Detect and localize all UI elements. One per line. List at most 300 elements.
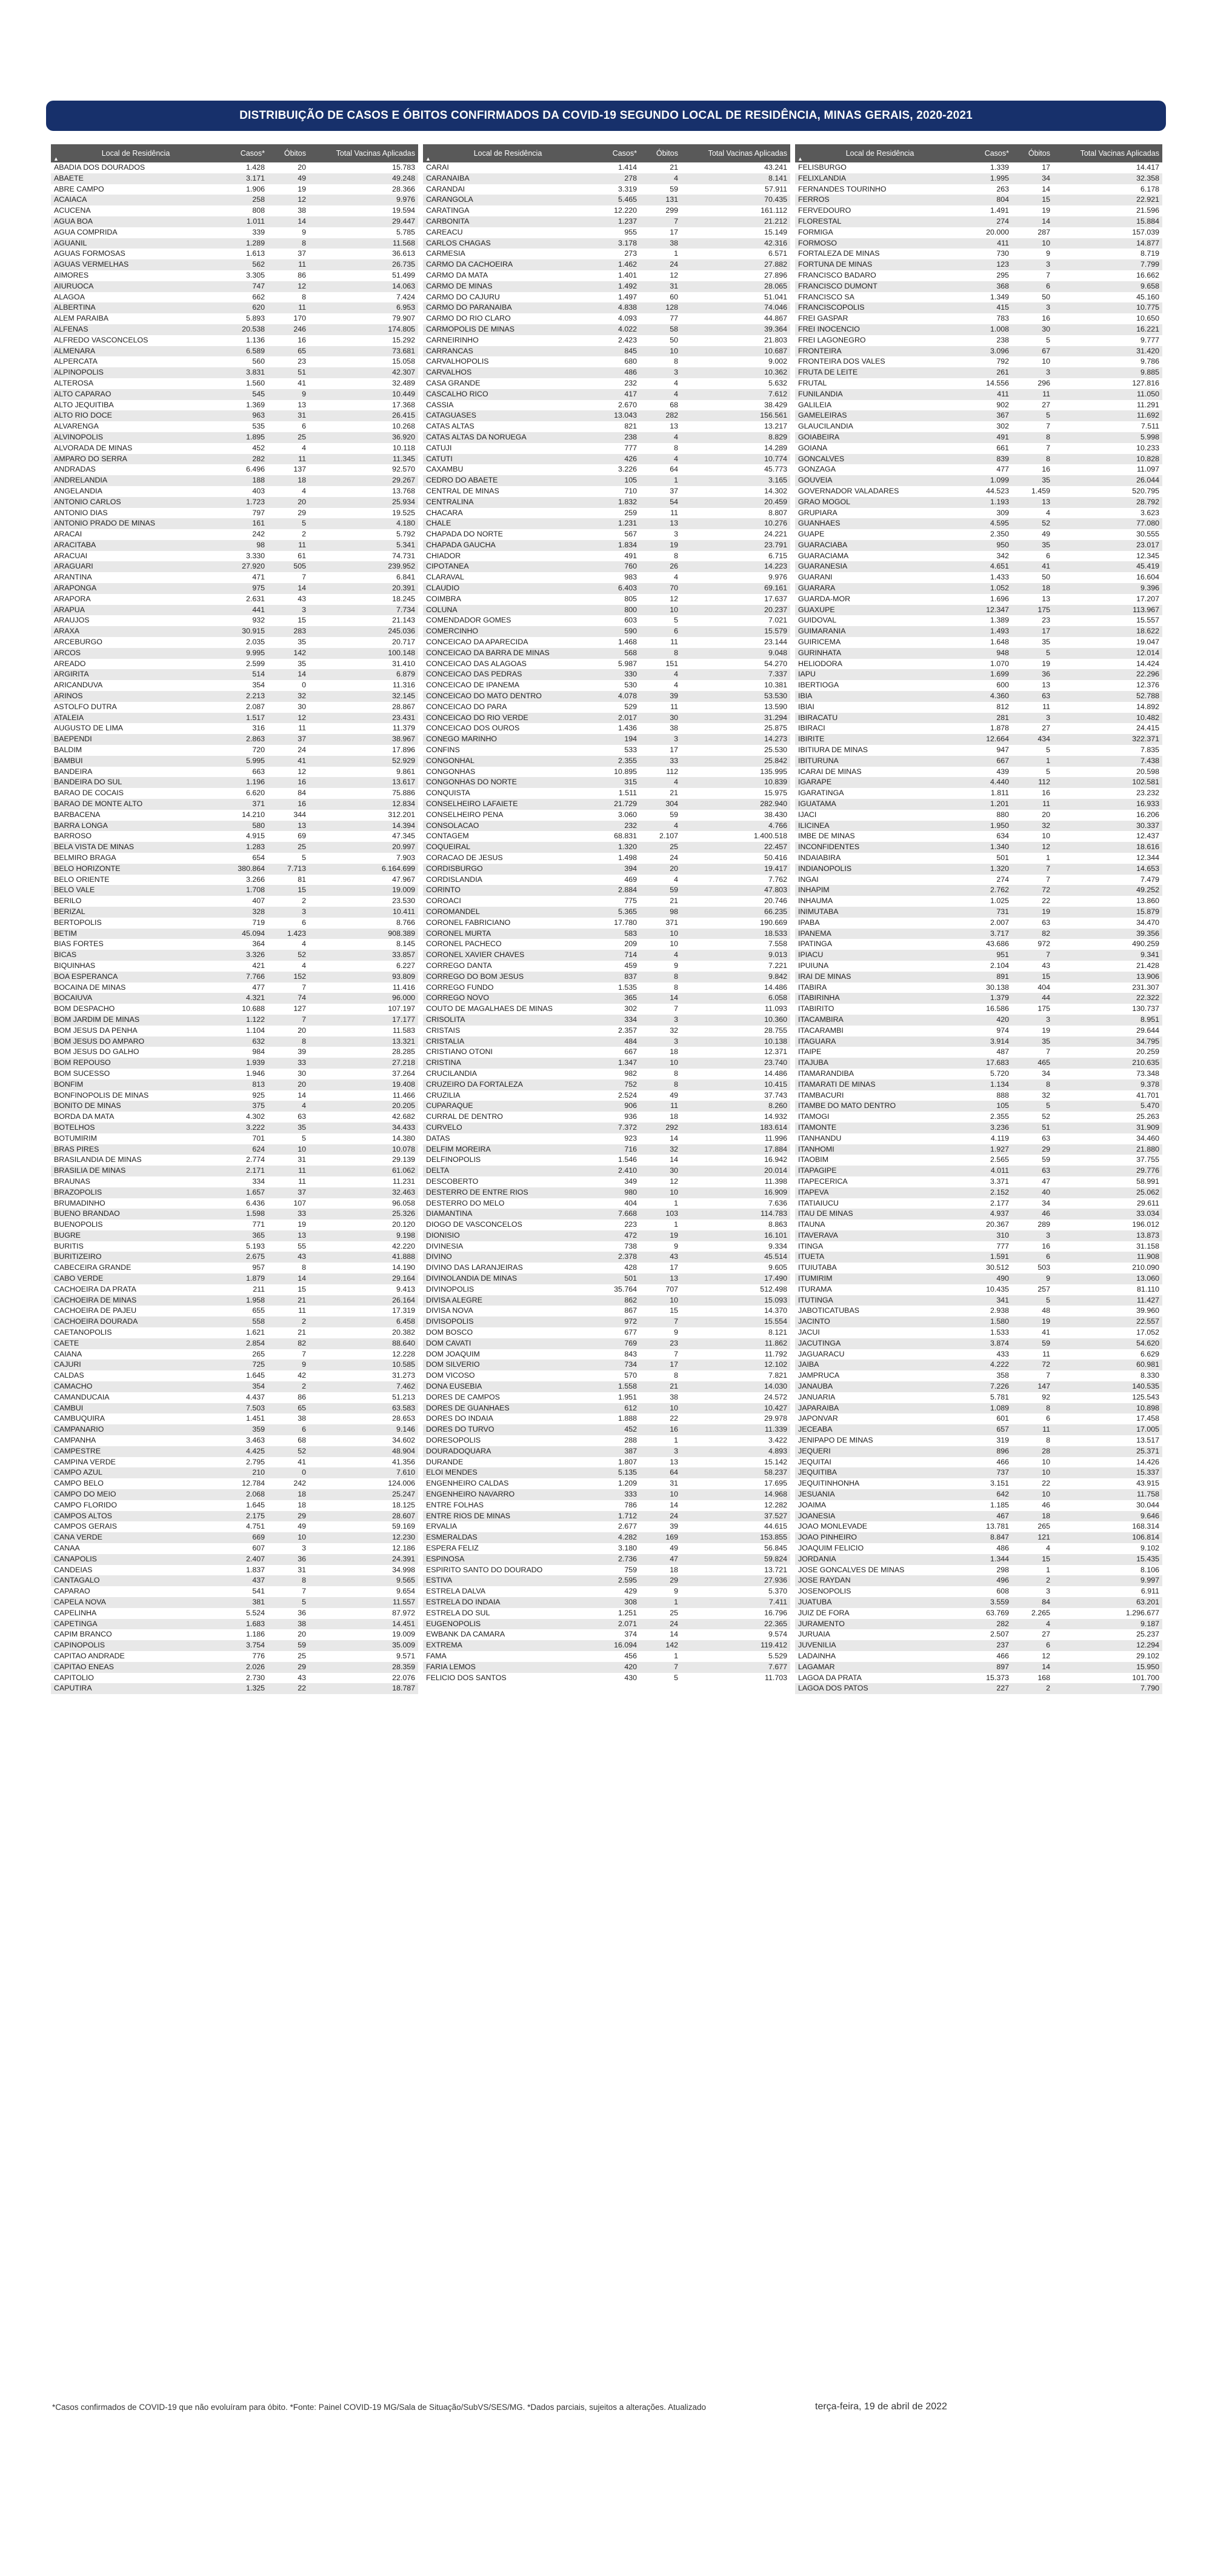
municipality-name: DONA EUSEBIA	[423, 1381, 593, 1392]
table-row	[51, 1112, 418, 1123]
cases-value: 1.696	[990, 594, 1009, 603]
table-row	[795, 1166, 1162, 1176]
cases-value: 4.425	[221, 1446, 268, 1457]
cases-value: 430	[624, 1673, 637, 1682]
municipality-name: FORMIGA	[798, 227, 833, 236]
municipality-name: ITURAMA	[798, 1284, 832, 1293]
table-row	[423, 259, 790, 270]
municipality-name: FORMOSO	[795, 238, 965, 249]
cases-value: 984	[252, 1047, 265, 1056]
deaths-value: 22	[670, 1414, 678, 1423]
header-name[interactable]	[51, 144, 221, 162]
table-row	[51, 389, 418, 400]
table-row	[51, 885, 418, 896]
vaccines-value: 12.376	[1136, 681, 1159, 690]
vaccines-value: 23.791	[681, 540, 790, 551]
cases-value: 437	[221, 1575, 268, 1586]
vaccines-value: 10.276	[681, 518, 790, 529]
deaths-value: 36	[268, 1554, 309, 1565]
deaths-value: 14	[670, 1500, 678, 1509]
deaths-value: 18	[670, 1112, 678, 1121]
deaths-value: 10	[640, 1489, 681, 1500]
cases-value: 281	[965, 713, 1012, 724]
vaccines-value: 125.543	[1132, 1392, 1159, 1401]
cases-value: 6.436	[245, 1198, 265, 1207]
vaccines-value: 18.533	[681, 929, 790, 939]
vaccines-value: 22.921	[1053, 195, 1162, 205]
cases-value: 3.236	[965, 1123, 1012, 1133]
vaccines-value: 37.264	[392, 1069, 415, 1078]
municipality-name: GLAUCILANDIA	[798, 422, 853, 431]
deaths-value: 86	[298, 270, 306, 279]
deaths-value: 52	[1012, 518, 1053, 529]
municipality-name: DELFINOPOLIS	[426, 1155, 481, 1164]
cases-value: 471	[252, 573, 265, 582]
deaths-value: 4	[640, 950, 681, 961]
vaccines-value: 28.285	[392, 1047, 415, 1056]
vaccines-value: 8.951	[1053, 1015, 1162, 1026]
municipality-name: ELOI MENDES	[423, 1467, 593, 1478]
vaccines-value: 8.260	[681, 1101, 790, 1112]
cases-value: 467	[965, 1511, 1012, 1522]
vaccines-value: 24.572	[764, 1392, 787, 1401]
vaccines-value: 20.120	[392, 1220, 415, 1229]
deaths-value: 42	[298, 1371, 306, 1380]
deaths-value: 13	[268, 821, 309, 832]
municipality-name: CAPITOLIO	[54, 1673, 94, 1682]
cases-value: 209	[624, 939, 637, 949]
cases-value: 238	[996, 335, 1009, 344]
municipality-name: CATAS ALTAS DA NORUEGA	[423, 432, 593, 443]
table-row	[795, 443, 1162, 454]
vaccines-value: 15.058	[392, 357, 415, 366]
vaccines-value: 16.933	[1053, 799, 1162, 810]
municipality-name: CANAPOLIS	[51, 1554, 221, 1565]
deaths-value: 4	[674, 378, 678, 387]
vaccines-value: 39.960	[1136, 1306, 1159, 1315]
deaths-value: 21	[298, 1328, 306, 1337]
municipality-name: ABRE CAMPO	[54, 184, 104, 193]
municipality-name: ALTEROSA	[54, 378, 94, 387]
deaths-value: 30	[640, 713, 681, 724]
table-row	[795, 227, 1162, 238]
municipality-name: BRUMADINHO	[54, 1198, 105, 1207]
vaccines-value: 14.394	[309, 821, 418, 832]
cases-value: 20.367	[986, 1220, 1009, 1229]
table-row	[423, 734, 790, 745]
municipality-name: BRASILANDIA DE MINAS	[54, 1155, 142, 1164]
deaths-value: 33	[640, 756, 681, 767]
deaths-value: 6	[640, 626, 681, 637]
municipality-name: IBIRITE	[795, 734, 965, 745]
municipality-name: CAMPO DO MEIO	[51, 1489, 221, 1500]
vaccines-value: 17.052	[1136, 1328, 1159, 1337]
municipality-name: CONCEICAO DE IPANEMA	[426, 681, 519, 690]
table-row	[423, 227, 790, 238]
municipality-name: ITACAMBIRA	[795, 1015, 965, 1026]
municipality-name: ALAGOA	[54, 292, 85, 301]
deaths-value: 20	[1042, 810, 1050, 819]
deaths-value: 34	[1012, 173, 1053, 184]
cases-value: 897	[965, 1662, 1012, 1673]
municipality-name: FERNANDES TOURINHO	[798, 184, 887, 193]
cases-value: 786	[624, 1500, 637, 1509]
cases-value: 714	[593, 950, 640, 961]
municipality-name: CONGONHAL	[423, 756, 593, 767]
municipality-name: INHAPIM	[795, 885, 965, 896]
deaths-value: 28	[1012, 1446, 1053, 1457]
header-cases[interactable]: Casos*	[221, 144, 268, 162]
table-row	[423, 983, 790, 993]
deaths-value: 33	[268, 1209, 309, 1220]
municipality-name: BELO HORIZONTE	[51, 864, 221, 875]
header-cases[interactable]: Casos*	[593, 144, 640, 162]
cases-value: 2.026	[221, 1662, 268, 1673]
vaccines-value: 43.915	[1136, 1479, 1159, 1488]
cases-value: 35.764	[614, 1284, 637, 1293]
municipality-name: CRISOLITA	[423, 1015, 593, 1026]
sort-ascending-icon[interactable]: ▲	[425, 156, 431, 162]
table-row	[795, 734, 1162, 745]
vaccines-value: 5.370	[768, 1587, 787, 1596]
municipality-name: ITAIPE	[798, 1047, 822, 1056]
municipality-name: DELTA	[423, 1166, 593, 1176]
deaths-value: 14	[1012, 1662, 1053, 1673]
vaccines-value: 39.364	[681, 324, 790, 335]
table-column-2	[423, 144, 790, 1683]
deaths-value: 24	[640, 259, 681, 270]
deaths-value: 4	[640, 669, 681, 680]
vaccines-value: 12.186	[392, 1544, 415, 1552]
deaths-value: 13	[268, 1230, 309, 1241]
vaccines-value: 15.783	[392, 163, 415, 172]
header-vaccines[interactable]: Total Vacinas Aplicadas	[1053, 144, 1162, 162]
cases-value: 404	[624, 1198, 637, 1207]
deaths-value: 7	[1046, 270, 1050, 279]
vaccines-value: 1.400.518	[753, 832, 787, 841]
municipality-name: CAPITAO ANDRADE	[54, 1651, 125, 1660]
cases-value: 17.683	[965, 1058, 1012, 1069]
vaccines-value: 9.396	[1053, 583, 1162, 594]
cases-value: 662	[252, 292, 265, 301]
table-row	[51, 1619, 418, 1630]
deaths-value: 5	[1046, 746, 1050, 755]
cases-value: 570	[624, 1371, 637, 1380]
vaccines-value: 25.247	[309, 1489, 418, 1500]
deaths-value: 13	[640, 1273, 681, 1284]
deaths-value: 17	[640, 1360, 681, 1370]
cases-value: 1.491	[990, 206, 1009, 215]
cases-value: 1.708	[221, 885, 268, 896]
vaccines-value: 69.161	[681, 583, 790, 594]
table-row	[795, 659, 1162, 670]
deaths-value: 4	[674, 875, 678, 884]
cases-value: 295	[996, 270, 1009, 279]
vaccines-value: 11.557	[309, 1597, 418, 1608]
table-row	[423, 896, 790, 907]
vaccines-value: 12.437	[1136, 832, 1159, 841]
cases-value: 433	[996, 1349, 1009, 1358]
vaccines-value: 11.792	[765, 1349, 787, 1358]
table-row	[51, 1133, 418, 1144]
table-row	[795, 615, 1162, 626]
deaths-value: 63	[1012, 691, 1053, 702]
deaths-value: 8	[302, 1263, 306, 1272]
table-row	[423, 1273, 790, 1284]
vaccines-value: 14.063	[309, 281, 418, 292]
deaths-value: 13	[670, 1457, 678, 1466]
cases-value: 752	[593, 1079, 640, 1090]
deaths-value: 304	[640, 799, 681, 810]
cases-value: 661	[996, 443, 1009, 452]
cases-value: 567	[624, 530, 637, 539]
vaccines-value: 7.462	[309, 1381, 418, 1392]
vaccines-value: 30.044	[1136, 1500, 1159, 1509]
table-row	[423, 842, 790, 853]
deaths-value: 292	[640, 1123, 681, 1133]
header-cases[interactable]: Casos*	[965, 144, 1012, 162]
municipality-name: JAIBA	[795, 1360, 965, 1370]
municipality-name: GUARACIABA	[795, 540, 965, 551]
vaccines-value: 36.613	[392, 249, 415, 258]
vaccines-value: 9.013	[681, 950, 790, 961]
header-row	[423, 144, 790, 162]
sort-ascending-icon[interactable]: ▲	[797, 156, 803, 162]
municipality-name: ALVORADA DE MINAS	[54, 443, 133, 452]
municipality-name: INHAUMA	[798, 896, 833, 906]
table-row	[423, 540, 790, 551]
table-row	[795, 756, 1162, 767]
table-row	[795, 1565, 1162, 1576]
cases-value: 1.546	[618, 1155, 637, 1164]
cases-value: 10.688	[242, 1004, 265, 1013]
vaccines-value: 13.217	[764, 422, 787, 431]
municipality-name: BETIM	[51, 929, 221, 939]
table-row	[51, 1306, 418, 1316]
cases-value: 1.185	[990, 1500, 1009, 1509]
table-row	[423, 669, 790, 680]
municipality-name: ALFREDO VASCONCELOS	[54, 335, 148, 344]
header-deaths[interactable]: Óbitos	[268, 144, 309, 162]
deaths-value: 11	[268, 454, 309, 465]
table-row	[423, 1370, 790, 1381]
deaths-value: 35	[268, 1123, 309, 1133]
municipality-name: ITAMONTE	[795, 1123, 965, 1133]
municipality-name: GOIANA	[798, 443, 828, 452]
table-row	[423, 572, 790, 583]
vaccines-value: 13.321	[309, 1036, 418, 1047]
municipality-name: FRUTA DE LEITE	[795, 367, 965, 378]
cases-value: 1.712	[593, 1511, 640, 1522]
cases-value: 415	[965, 302, 1012, 313]
municipality-name: ITUTINGA	[795, 1295, 965, 1306]
vaccines-value: 20.598	[1136, 767, 1159, 776]
table-row	[51, 1273, 418, 1284]
vaccines-value: 7.734	[309, 605, 418, 616]
municipality-name: INGAI	[798, 875, 819, 884]
deaths-value: 21	[670, 789, 678, 798]
deaths-value: 9	[302, 227, 306, 236]
cases-value: 5.987	[618, 659, 637, 668]
cases-value: 805	[624, 594, 637, 603]
municipality-name: EUGENOPOLIS	[423, 1619, 593, 1630]
table-row	[423, 831, 790, 842]
municipality-name: CASCALHO RICO	[423, 389, 593, 400]
cases-value: 368	[965, 281, 1012, 292]
deaths-value: 14	[268, 583, 309, 594]
deaths-value: 9	[674, 1328, 678, 1337]
vaccines-value: 14.892	[1136, 702, 1159, 711]
vaccines-value: 74.046	[681, 302, 790, 313]
table-row	[795, 1370, 1162, 1381]
deaths-value: 7	[674, 1349, 678, 1358]
deaths-value: 4	[1046, 1544, 1050, 1552]
cases-value: 12.664	[965, 734, 1012, 745]
vaccines-value: 25.934	[309, 497, 418, 508]
vaccines-value: 49.252	[1053, 885, 1162, 896]
table-row	[795, 1478, 1162, 1489]
cases-value: 417	[593, 389, 640, 400]
vaccines-value: 161.112	[761, 206, 787, 215]
table-row	[51, 1176, 418, 1187]
cases-value: 1.995	[965, 173, 1012, 184]
cases-value: 783	[996, 314, 1009, 323]
vaccines-value: 28.755	[764, 1026, 787, 1035]
deaths-value: 30	[1012, 324, 1053, 335]
vaccines-value: 74.731	[392, 551, 415, 560]
municipality-name: ILICINEA	[795, 821, 965, 832]
header-deaths[interactable]: Óbitos	[640, 144, 681, 162]
cases-value: 1.468	[618, 638, 637, 647]
cases-value: 1.379	[965, 993, 1012, 1004]
table-row	[51, 918, 418, 929]
cases-value: 5.465	[593, 195, 640, 205]
cases-value: 1.008	[965, 324, 1012, 335]
cases-value: 760	[593, 561, 640, 572]
deaths-value: 7	[674, 1004, 678, 1013]
vaccines-value: 10.650	[1136, 314, 1159, 323]
cases-value: 4.437	[245, 1392, 265, 1401]
deaths-value: 29	[268, 1662, 309, 1673]
vaccines-value: 7.610	[309, 1467, 418, 1478]
table-row	[423, 1133, 790, 1144]
municipality-name: BARAO DE MONTE ALTO	[51, 799, 221, 810]
cases-value: 1.025	[990, 896, 1009, 906]
table-row	[51, 324, 418, 335]
cases-value: 923	[624, 1133, 637, 1143]
vaccines-value: 24.221	[764, 530, 787, 539]
municipality-name: ANDRADAS	[54, 465, 96, 474]
municipality-name: ITAPAGIPE	[795, 1166, 965, 1176]
municipality-name: JOAO PINHEIRO	[795, 1532, 965, 1543]
header-vaccines[interactable]: Total Vacinas Aplicadas	[309, 144, 418, 162]
table-row	[795, 1015, 1162, 1026]
sort-ascending-icon[interactable]: ▲	[53, 156, 59, 162]
cases-value: 211	[253, 1284, 265, 1293]
table-row	[795, 486, 1162, 497]
municipality-name: GOUVEIA	[795, 475, 965, 486]
cases-value: 302	[624, 1004, 637, 1013]
deaths-value: 67	[1012, 346, 1053, 357]
header-name[interactable]	[795, 144, 965, 162]
header-name[interactable]	[423, 144, 593, 162]
table-row	[51, 184, 418, 195]
vaccines-value: 28.607	[309, 1511, 418, 1522]
municipality-name: IPUIUNA	[798, 961, 829, 970]
municipality-name: BIAS FORTES	[54, 939, 104, 949]
vaccines-value: 8.121	[768, 1328, 787, 1337]
municipality-name: JOAQUIM FELICIO	[798, 1544, 864, 1552]
municipality-name: CORACAO DE JESUS	[426, 853, 503, 862]
table-row	[795, 216, 1162, 227]
deaths-value: 18	[1012, 583, 1053, 594]
vaccines-value: 14.273	[681, 734, 790, 745]
cases-value: 12.784	[242, 1479, 265, 1488]
cases-value: 3.463	[245, 1436, 265, 1445]
cases-value: 663	[252, 767, 265, 776]
municipality-name: ABAETE	[51, 173, 221, 184]
vaccines-value: 27.896	[764, 270, 787, 279]
header-vaccines[interactable]: Total Vacinas Aplicadas	[681, 144, 790, 162]
deaths-value: 175	[1012, 605, 1053, 616]
cases-value: 1.699	[965, 669, 1012, 680]
cases-value: 1.136	[245, 335, 265, 344]
municipality-name: ESTIVA	[423, 1575, 593, 1586]
vaccines-value: 13.873	[1053, 1230, 1162, 1241]
table-row	[795, 464, 1162, 475]
deaths-value: 84	[298, 789, 306, 798]
municipality-name: CACHOEIRA DE PAJEU	[54, 1306, 137, 1315]
cases-value: 837	[593, 972, 640, 983]
vaccines-value: 9.187	[1053, 1619, 1162, 1630]
deaths-value: 3	[1012, 1015, 1053, 1026]
table-row	[423, 238, 790, 249]
header-deaths[interactable]: Óbitos	[1012, 144, 1053, 162]
vaccines-value: 10.268	[392, 422, 415, 431]
table-row	[795, 972, 1162, 983]
vaccines-value: 25.371	[1053, 1446, 1162, 1457]
vaccines-value: 11.466	[393, 1090, 415, 1099]
table-row	[51, 1166, 418, 1176]
table-row	[423, 270, 790, 281]
table-row	[51, 929, 418, 939]
municipality-name: ESMERALDAS	[423, 1532, 593, 1543]
vaccines-value: 12.294	[1053, 1640, 1162, 1651]
cases-value: 1.320	[593, 842, 640, 853]
deaths-value: 27	[1042, 724, 1050, 733]
deaths-value: 8	[1012, 432, 1053, 443]
deaths-value: 16	[1042, 465, 1050, 474]
table-row	[51, 745, 418, 756]
data-table	[51, 144, 418, 1694]
municipality-name: CONGONHAS	[426, 767, 476, 776]
cases-value: 545	[221, 389, 268, 400]
cases-value: 105	[965, 1101, 1012, 1112]
cases-value: 8.847	[965, 1532, 1012, 1543]
cases-value: 161	[221, 518, 268, 529]
cases-value: 1.517	[221, 713, 268, 724]
vaccines-value: 44.615	[764, 1522, 787, 1531]
vaccines-value: 31.909	[1053, 1123, 1162, 1133]
table-row	[51, 626, 418, 637]
deaths-value: 17	[1042, 163, 1050, 172]
municipality-name: ARAPUA	[51, 605, 221, 616]
deaths-value: 43	[1042, 961, 1050, 970]
cases-value: 5.135	[593, 1467, 640, 1478]
table-row	[423, 1230, 790, 1241]
cases-value: 14.556	[986, 378, 1009, 387]
vaccines-value: 37.527	[681, 1511, 790, 1522]
